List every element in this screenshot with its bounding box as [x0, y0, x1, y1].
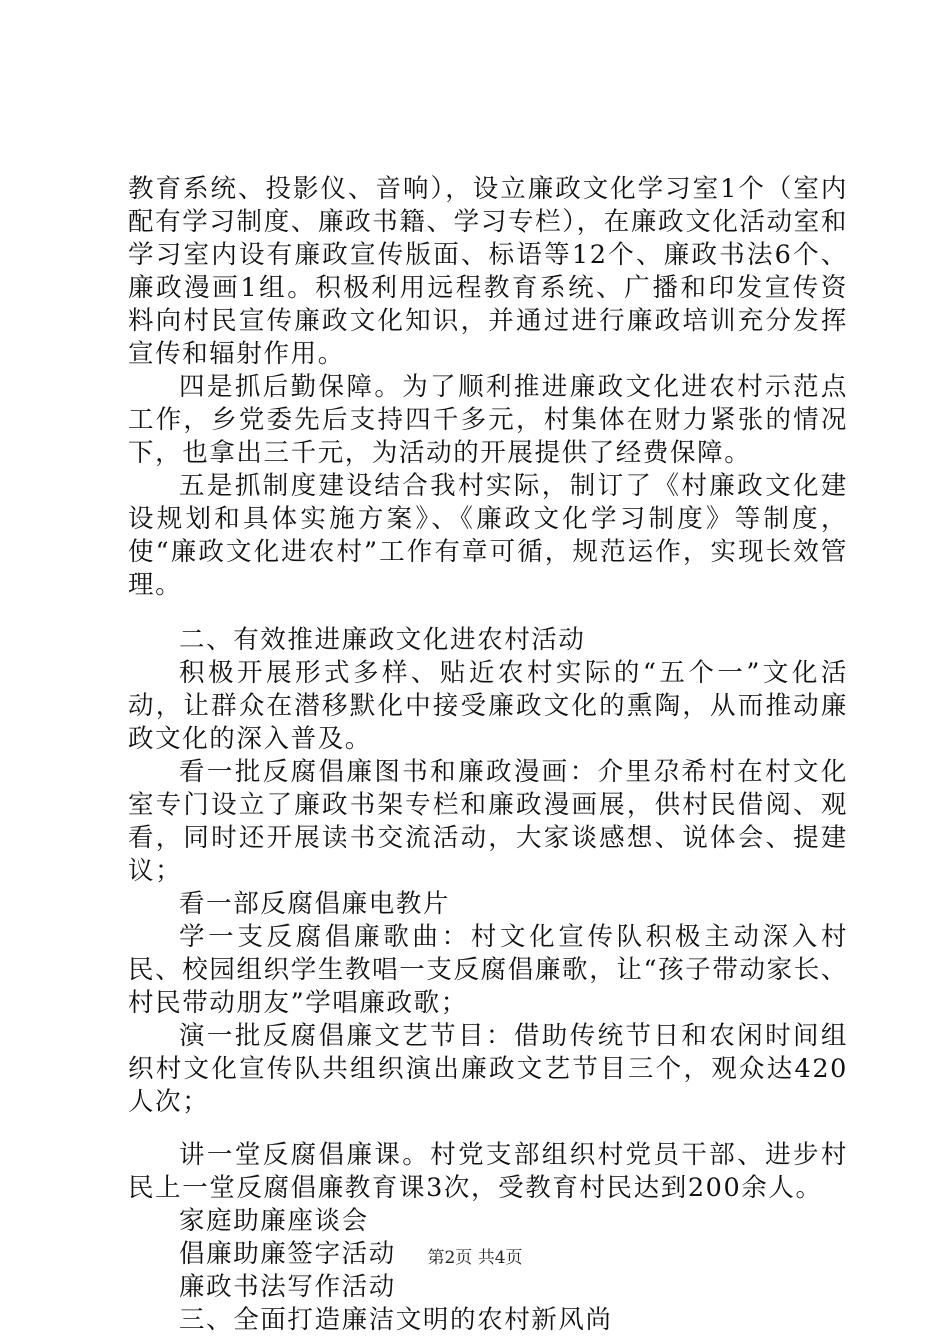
blank-line [128, 1119, 848, 1139]
paragraph-family-forum: 家庭助廉座谈会 [179, 1206, 369, 1236]
paragraph-activities-intro: 积极开展形式多样、贴近农村实际的“五个一”文化活动，让群众在潜移默化中接受廉政文化的熏陶，从而推动廉政文化的深入普及。 [128, 658, 848, 754]
paragraph-song: 学一支反腐倡廉歌曲：村文化宣传队积极主动深入村民、校园组织学生教唱一支反腐倡廉歌，让“孩子带动家长、村民带动朋友”学唱廉政歌； [128, 922, 848, 1018]
paragraph-system-building: 五是抓制度建设结合我村实际，制订了《村廉政文化建设规划和具体实施方案》、《廉政文化学习制度》等制度，使“廉政文化进农村”工作有章可循，规范运作，实现长效管理。 [128, 471, 848, 600]
page-number-footer: 第2页 共4页 [427, 1248, 523, 1268]
paragraph-performance: 演一批反腐倡廉文艺节目：借助传统节日和农闲时间组织村文化宣传队共组织演出廉政文艺节目三个，观众达420人次； [128, 1021, 848, 1117]
section-heading-2: 二、有效推进廉政文化进农村活动 [179, 625, 586, 655]
paragraph-logistics: 四是抓后勤保障。为了顺利推进廉政文化进农村示范点工作，乡党委先后支持四千多元，村集体在财力紧张的情况下，也拿出三千元，为活动的开展提供了经费保障。 [128, 372, 848, 468]
paragraph-video: 看一部反腐倡廉电教片 [179, 889, 451, 919]
document-body [128, 173, 848, 1337]
paragraph-calligraphy: 廉政书法写作活动 [179, 1272, 396, 1302]
blank-line [128, 602, 848, 624]
paragraph-books-comics: 看一批反腐倡廉图书和廉政漫画：介里尕希村在村文化室专门设立了廉政书架专栏和廉政漫画展，供村民借阅、观看，同时还开展读书交流活动，大家谈感想、说体会、提建议； [128, 757, 848, 886]
section-heading-3: 三、全面打造廉洁文明的农村新风尚 [179, 1305, 613, 1335]
paragraph-signature: 倡廉助廉签字活动 [179, 1239, 396, 1269]
paragraph-lecture: 讲一堂反腐倡廉课。村党支部组织村党员干部、进步村民上一堂反腐倡廉教育课3次，受教育村民达到200余人。 [128, 1140, 848, 1203]
paragraph-facilities: 教育系统、投影仪、音响），设立廉政文化学习室1个（室内配有学习制度、廉政书籍、学习专栏），在廉政文化活动室和学习室内设有廉政宣传版面、标语等12个、廉政书法6个、廉政漫画1组。积极利用远程教育系统、广播和印发宣传资料向村民宣传廉政文化知识，并通过进行廉政培训充分发挥宣传和辐射作用。 [128, 174, 848, 369]
